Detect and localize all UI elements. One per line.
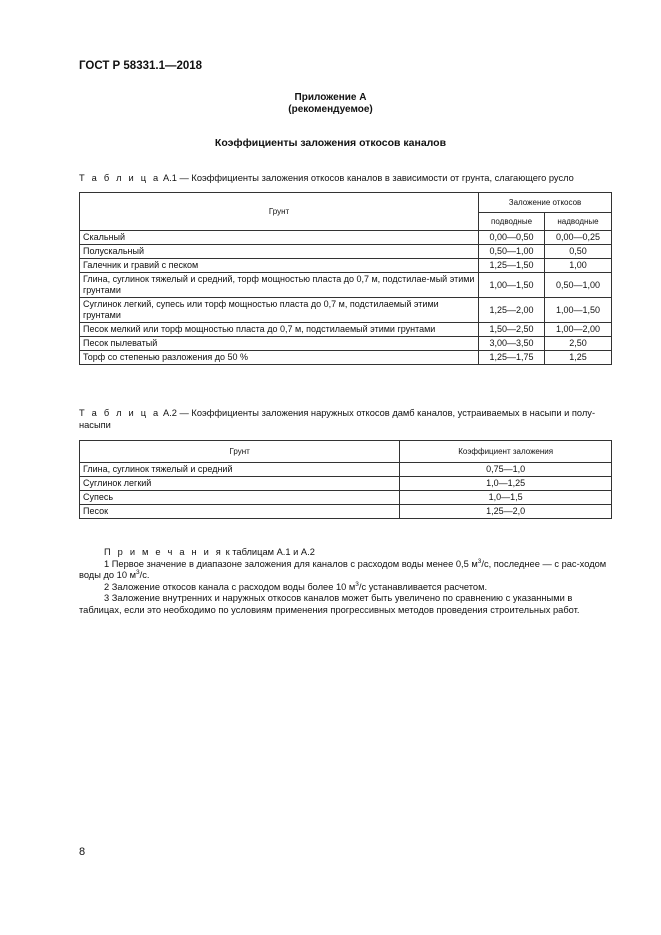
table-row	[80, 323, 612, 337]
table1-cell-above: 1,25	[545, 351, 612, 365]
table1-header-under: подводные	[479, 213, 545, 231]
table1-cell-above: 0,50—1,00	[545, 273, 612, 298]
note-1-sup-2: 3	[135, 569, 140, 577]
table1-cell-under: 0,50—1,00	[479, 245, 545, 259]
table1-cell-soil: Глина, суглинок тяжелый и средний, торф мощностью пласта до 0,7 м, подстилае-мый этими грунтами	[80, 273, 479, 298]
table2-label: Т а б л и ц а	[79, 408, 161, 418]
table2-cell-soil: Глина, суглинок тяжелый и средний	[80, 463, 400, 477]
table1-cell-under: 0,00—0,50	[479, 231, 545, 245]
document-code: ГОСТ Р 58331.1—2018	[79, 60, 203, 72]
page-number: 8	[79, 846, 86, 858]
table2-cell-coef: 0,75—1,0	[400, 463, 612, 477]
table-row	[80, 505, 612, 519]
table-row	[80, 491, 612, 505]
table1-caption	[79, 172, 591, 184]
table2-cell-coef: 1,25—2,0	[400, 505, 612, 519]
table1-caption-text: А.1 — Коэффициенты заложения откосов каналов в зависимости от грунта, слагающего русло	[162, 173, 574, 183]
notes-label-tail: к таблицам А.1 и А.2	[225, 547, 315, 557]
table1-cell-soil: Песок пылеватый	[80, 337, 479, 351]
table-a1	[79, 192, 612, 365]
table-row	[80, 273, 612, 298]
table1-cell-soil: Песок мелкий или торф мощностью пласта до 0,7 м, подстилаемый этими грунтами	[80, 323, 479, 337]
notes-heading	[79, 547, 612, 559]
note-2-text-b: /с устанавливается расчетом.	[358, 581, 488, 592]
table1-cell-above: 1,00	[545, 259, 612, 273]
table2-header-coef: Коэффициент заложения	[400, 441, 612, 463]
table1-cell-soil: Галечник и гравий с песком	[80, 259, 479, 273]
table-row	[80, 351, 612, 365]
table1-header-above: надводные	[545, 213, 612, 231]
table1-cell-under: 1,25—2,00	[479, 298, 545, 323]
table2-cell-coef: 1,0—1,5	[400, 491, 612, 505]
note-2-text-a: 2 Заложение откосов канала с расходом воды более 10 м	[104, 581, 356, 592]
table2-cell-coef: 1,0—1,25	[400, 477, 612, 491]
note-3: 3 Заложение внутренних и наружных откосов каналов может быть увеличено по сравнению с указанными в таблицах, если это необходимо по условиям применения прогрессивных методов проведения строительных работ.	[79, 593, 580, 615]
table-row	[80, 231, 612, 245]
note-1-text-b: /с, последнее — с рас-ходом воды до 10 м	[79, 558, 607, 581]
note-2	[79, 582, 612, 594]
table2-caption-text: А.2 — Коэффициенты заложения наружных откосов дамб каналов, устраиваемых в насыпи и полу-насыпи	[79, 408, 596, 430]
table1-label: Т а б л и ц а	[79, 173, 161, 183]
table1-cell-above: 2,50	[545, 337, 612, 351]
table2-cell-soil: Песок	[80, 505, 400, 519]
table-a2	[79, 440, 612, 519]
table1-cell-under: 1,00—1,50	[479, 273, 545, 298]
notes-label: П р и м е ч а н и я	[104, 547, 224, 557]
table1-cell-above: 1,00—1,50	[545, 298, 612, 323]
table-row	[80, 477, 612, 491]
note-1-sup-1: 3	[477, 557, 482, 565]
notes-block	[79, 547, 612, 617]
table1-cell-under: 1,25—1,75	[479, 351, 545, 365]
table1-cell-soil: Суглинок легкий, супесь или торф мощностью пласта до 0,7 м, подстилаемый этими грунтами	[80, 298, 479, 323]
table1-cell-soil: Скальный	[80, 231, 479, 245]
table1-cell-under: 1,25—1,50	[479, 259, 545, 273]
table1-cell-under: 1,50—2,50	[479, 323, 545, 337]
table-row	[80, 259, 612, 273]
table1-cell-above: 0,00—0,25	[545, 231, 612, 245]
note-1-text-c: /с.	[139, 570, 150, 581]
table2-cell-soil: Суглинок легкий	[80, 477, 400, 491]
table1-cell-soil: Торф со степенью разложения до 50 %	[80, 351, 479, 365]
table-row	[80, 245, 612, 259]
section-title: Коэффициенты заложения откосов каналов	[214, 137, 447, 149]
note-2-sup: 3	[355, 580, 359, 588]
table-row	[80, 337, 612, 351]
table2-cell-soil: Супесь	[80, 491, 400, 505]
appendix-title: Приложение А	[294, 92, 367, 103]
table1-cell-under: 3,00—3,50	[479, 337, 545, 351]
table1-header-soil: Грунт	[80, 193, 479, 231]
table1-cell-above: 1,00—2,00	[545, 323, 612, 337]
table2-caption	[79, 407, 612, 431]
table-row	[80, 298, 612, 323]
note-1	[79, 559, 612, 582]
note-1-text-a: 1 Первое значение в диапазоне заложения для каналов с расходом воды менее 0,5 м	[104, 558, 478, 569]
table1-header-group: Заложение откосов	[479, 193, 612, 213]
appendix-status: (рекомендуемое)	[288, 104, 373, 115]
table-row	[80, 463, 612, 477]
table2-header-soil: Грунт	[80, 441, 400, 463]
table1-cell-above: 0,50	[545, 245, 612, 259]
table1-cell-soil: Полускальный	[80, 245, 479, 259]
